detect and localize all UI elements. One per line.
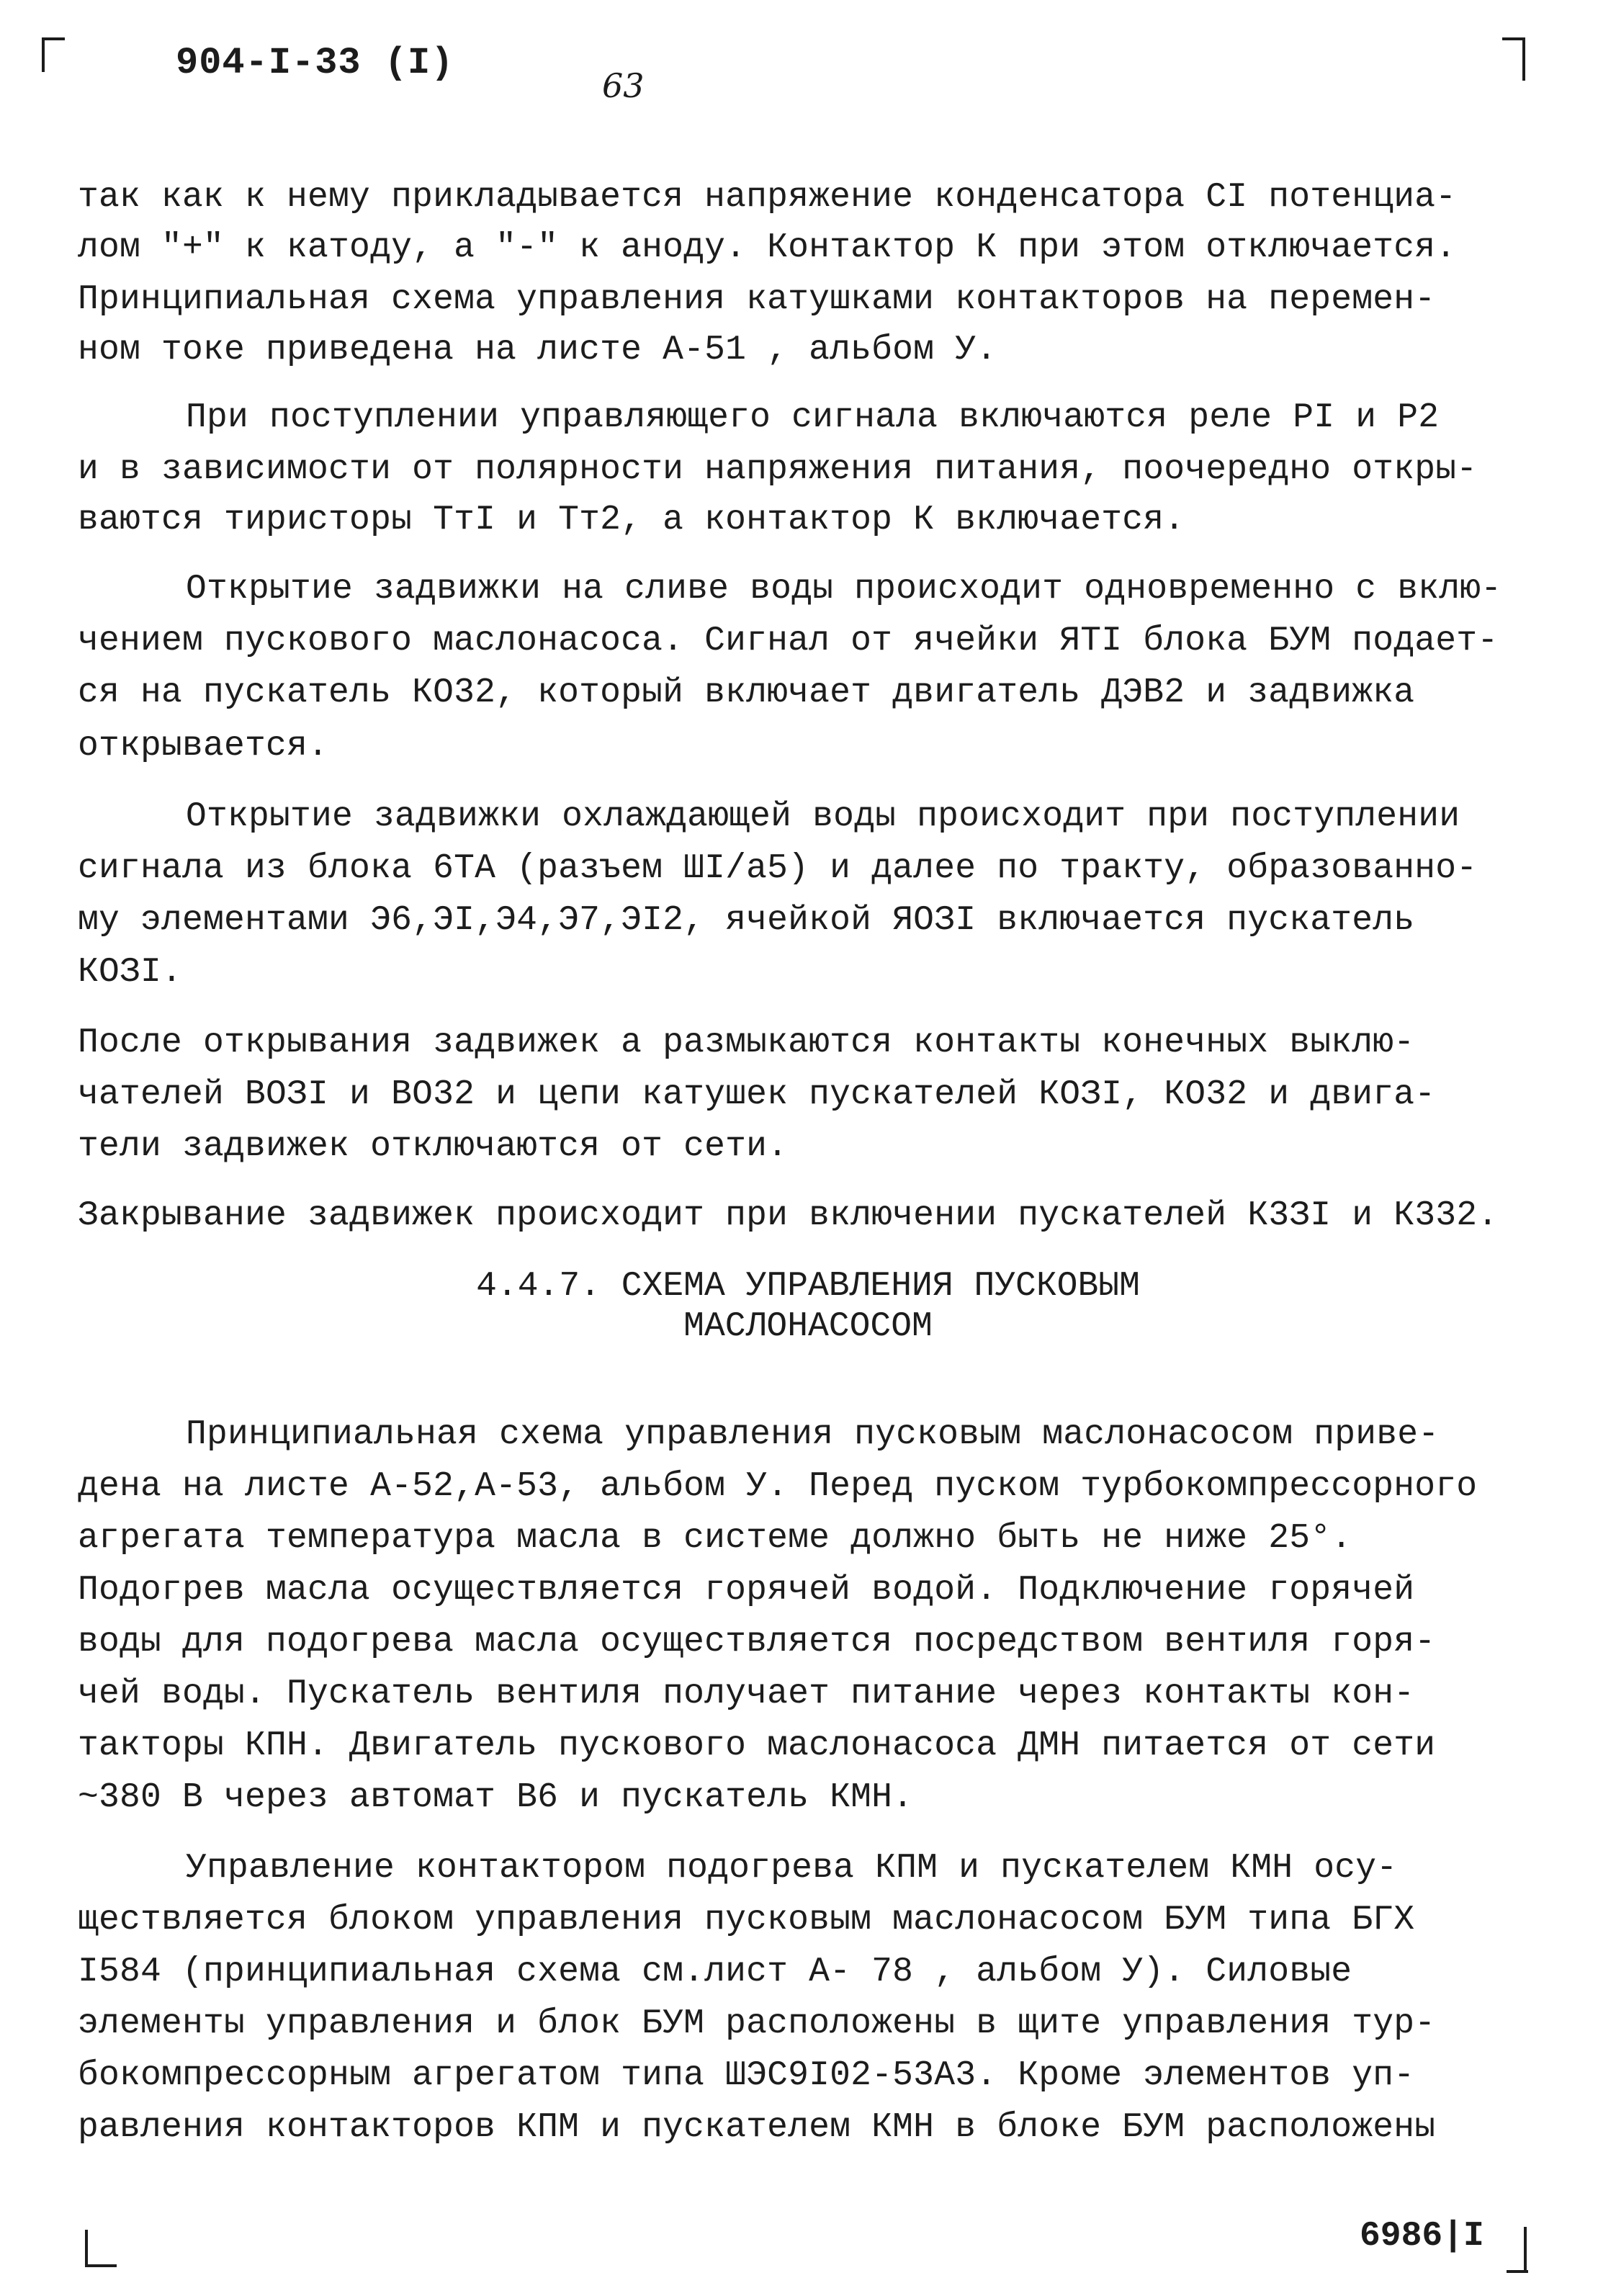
text-line: элементы управления и блок БУМ расположены в щите управления тур- [78,2004,1436,2043]
text-line: Открытие задвижки на сливе воды происходит одновременно с вклю- [186,570,1502,609]
text-line: и в зависимости от полярности напряжения питания, поочередно откры- [78,450,1478,489]
text-line: агрегата температура масла в системе должно быть не ниже 25°. [78,1519,1352,1558]
text-line: Принципиальная схема управления пусковым маслонасосом приве- [186,1415,1440,1454]
text-line: ваются тиристоры ТтI и Тт2, а контактор К включается. [78,501,1185,539]
text-line: ся на пускатель КО32, который включает двигатель ДЭВ2 и задвижка [78,673,1415,712]
text-line: бокомпрессорным агрегатом типа ШЭС9I02-53А3. Кроме элементов уп- [78,2056,1415,2095]
text-line: Принципиальная схема управления катушками контакторов на перемен- [78,280,1436,319]
text-line: такторы КПН. Двигатель пускового маслонасоса ДМН питается от сети [78,1726,1436,1765]
text-line: сигнала из блока 6ТА (разъем ШI/а5) и далее по тракту, образованно- [78,849,1478,888]
section-heading: 4.4.7. СХЕМА УПРАВЛЕНИЯ ПУСКОВЫМ [476,1267,1140,1306]
text-line: КОЗI. [78,953,183,992]
text-line: лом "+" к катоду, а "-" к аноду. Контактор К при этом отключается. [78,228,1457,267]
text-line: открывается. [78,727,329,766]
text-line: так как к нему прикладывается напряжение конденсатора CI потенциа- [78,178,1457,217]
crop-mark-bottom-left [85,2230,117,2267]
footer-code: 6986|I [1360,2217,1484,2256]
crop-mark-bottom-right [1524,2227,1527,2272]
text-line: воды для подогрева масла осуществляется посредством вентиля горя- [78,1623,1436,1662]
text-line: ~380 В через автомат В6 и пускатель КМН. [78,1778,914,1817]
text-line: тели задвижек отключаются от сети. [78,1127,789,1166]
text-line: чей воды. Пускатель вентиля получает питание через контакты кон- [78,1674,1415,1713]
text-line: Закрывание задвижек происходит при включении пускателей К3ЗI и К332. [78,1196,1499,1235]
text-line: дена на листе А-52,А-53, альбом У. Перед пуском турбокомпрессорного [78,1467,1478,1506]
text-line: чением пускового маслонасоса. Сигнал от ячейки ЯТI блока БУМ подает- [78,622,1499,660]
text-line: ном токе приведена на листе А-51 , альбом У. [78,331,997,369]
text-line: му элементами Э6,ЭI,Э4,Э7,ЭI2, ячейкой ЯОЗI включается пускатель [78,901,1415,940]
text-line: После открывания задвижек а размыкаются контакты конечных выклю- [78,1023,1415,1062]
text-line: равления контакторов КПМ и пускателем КМН в блоке БУМ расположены [78,2108,1436,2147]
document-code: 904-I-33 (I) [176,42,454,84]
section-heading-continued: МАСЛОНАСОСОМ [683,1307,933,1346]
text-line: При поступлении управляющего сигнала включаются реле PI и P2 [186,398,1440,437]
text-line: Подогрев масла осуществляется горячей водой. Подключение горячей [78,1571,1415,1610]
text-line: ществляется блоком управления пусковым маслонасосом БУМ типа БГХ [78,1901,1415,1940]
crop-mark-bottom-right-dash [1507,2270,1528,2273]
crop-mark-top-right [1502,37,1525,81]
text-line: I584 (принципиальная схема см.лист А- 78 , альбом У). Силовые [78,1952,1352,1991]
text-line: Управление контактором подогрева КПМ и пускателем КМН осу- [186,1849,1398,1888]
text-line: Открытие задвижки охлаждающей воды происходит при поступлении [186,797,1460,836]
text-line: чателей ВОЗI и ВО32 и цепи катушек пускателей КОЗI, КО32 и двига- [78,1075,1436,1114]
crop-mark-top-left [42,37,65,72]
page-number: 63 [602,66,645,105]
